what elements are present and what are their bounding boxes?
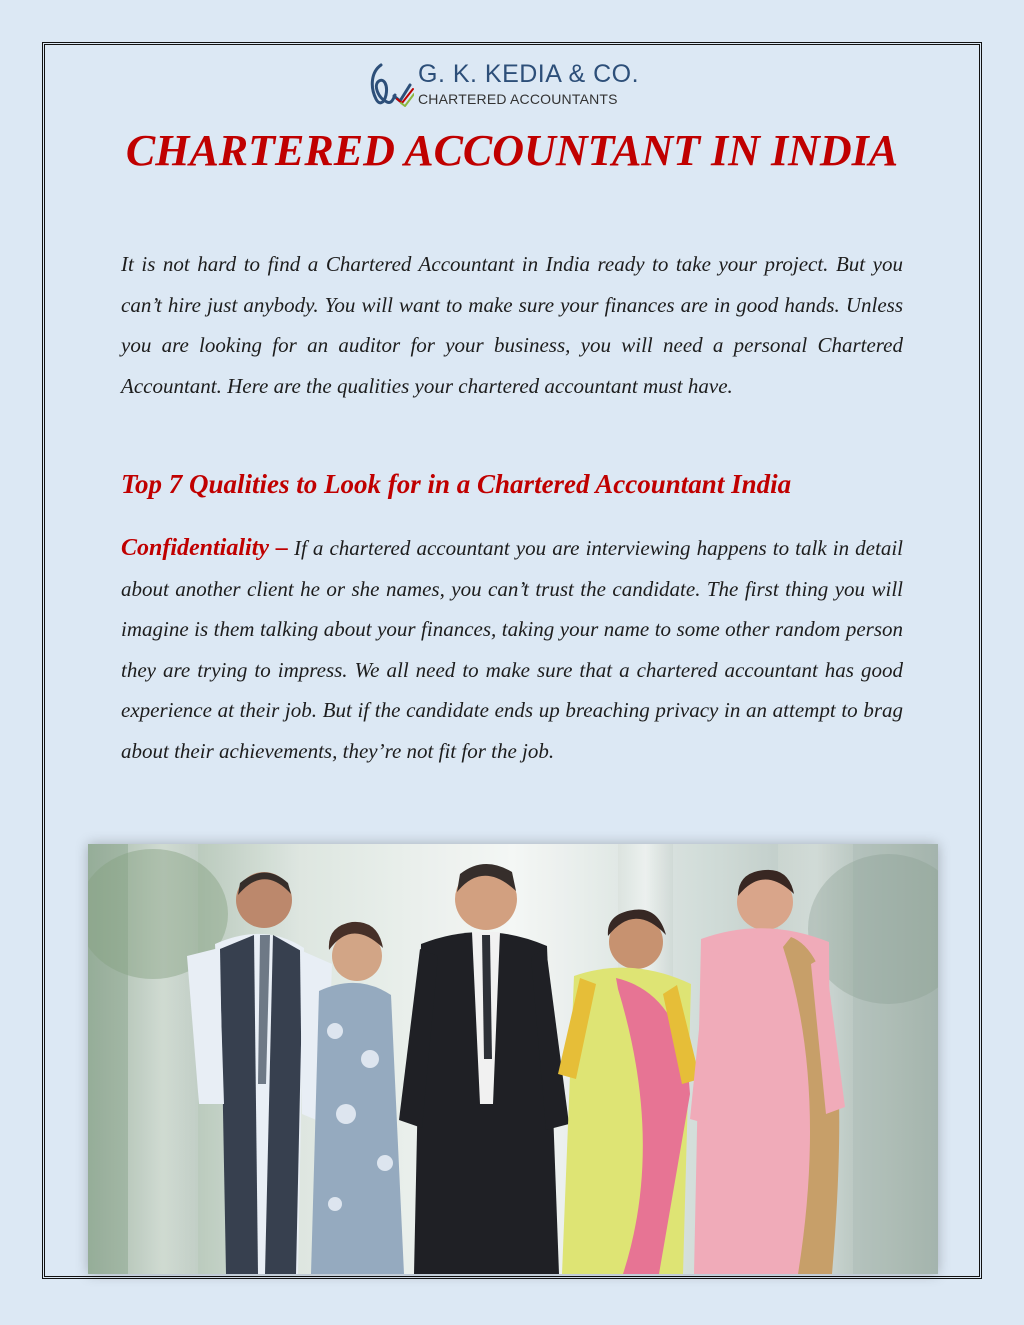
team-photo-illustration xyxy=(88,844,938,1274)
page-title: CHARTERED ACCOUNTANT IN INDIA xyxy=(125,126,899,175)
company-logo xyxy=(366,56,666,112)
confidentiality-title: Confidentiality – xyxy=(121,535,288,561)
intro-paragraph: It is not hard to find a Chartered Accountant in India ready to take your project. But you can’t hire just anybody. You will want to make sure your finances are in good hands. Unless you are looking for an auditor for your business, you will need a personal Chartered Accountant. Here are the qualities your chartered accountant must have. xyxy=(121,252,903,398)
confidentiality-paragraph xyxy=(121,528,903,771)
team-photo xyxy=(88,844,938,1274)
signature-check-logo-icon xyxy=(366,56,414,112)
section-heading: Top 7 Qualities to Look for in a Chartered Accountant India xyxy=(121,469,792,499)
brand-subtitle: CHARTERED ACCOUNTANTS xyxy=(418,91,618,107)
confidentiality-text: If a chartered accountant you are interviewing happens to talk in detail about another client he or she names, you can’t trust the candidate. The first thing you will imagine is them talking about your finances, taking your name to some other random person they are trying to impress. We all need to make sure that a chartered accountant has good experience at their job. But if the candidate ends up breaching privacy in an attempt to brag about their achievements, they’re not fit for the job. xyxy=(121,536,904,763)
brand-name: G. K. KEDIA & CO. xyxy=(418,60,640,88)
